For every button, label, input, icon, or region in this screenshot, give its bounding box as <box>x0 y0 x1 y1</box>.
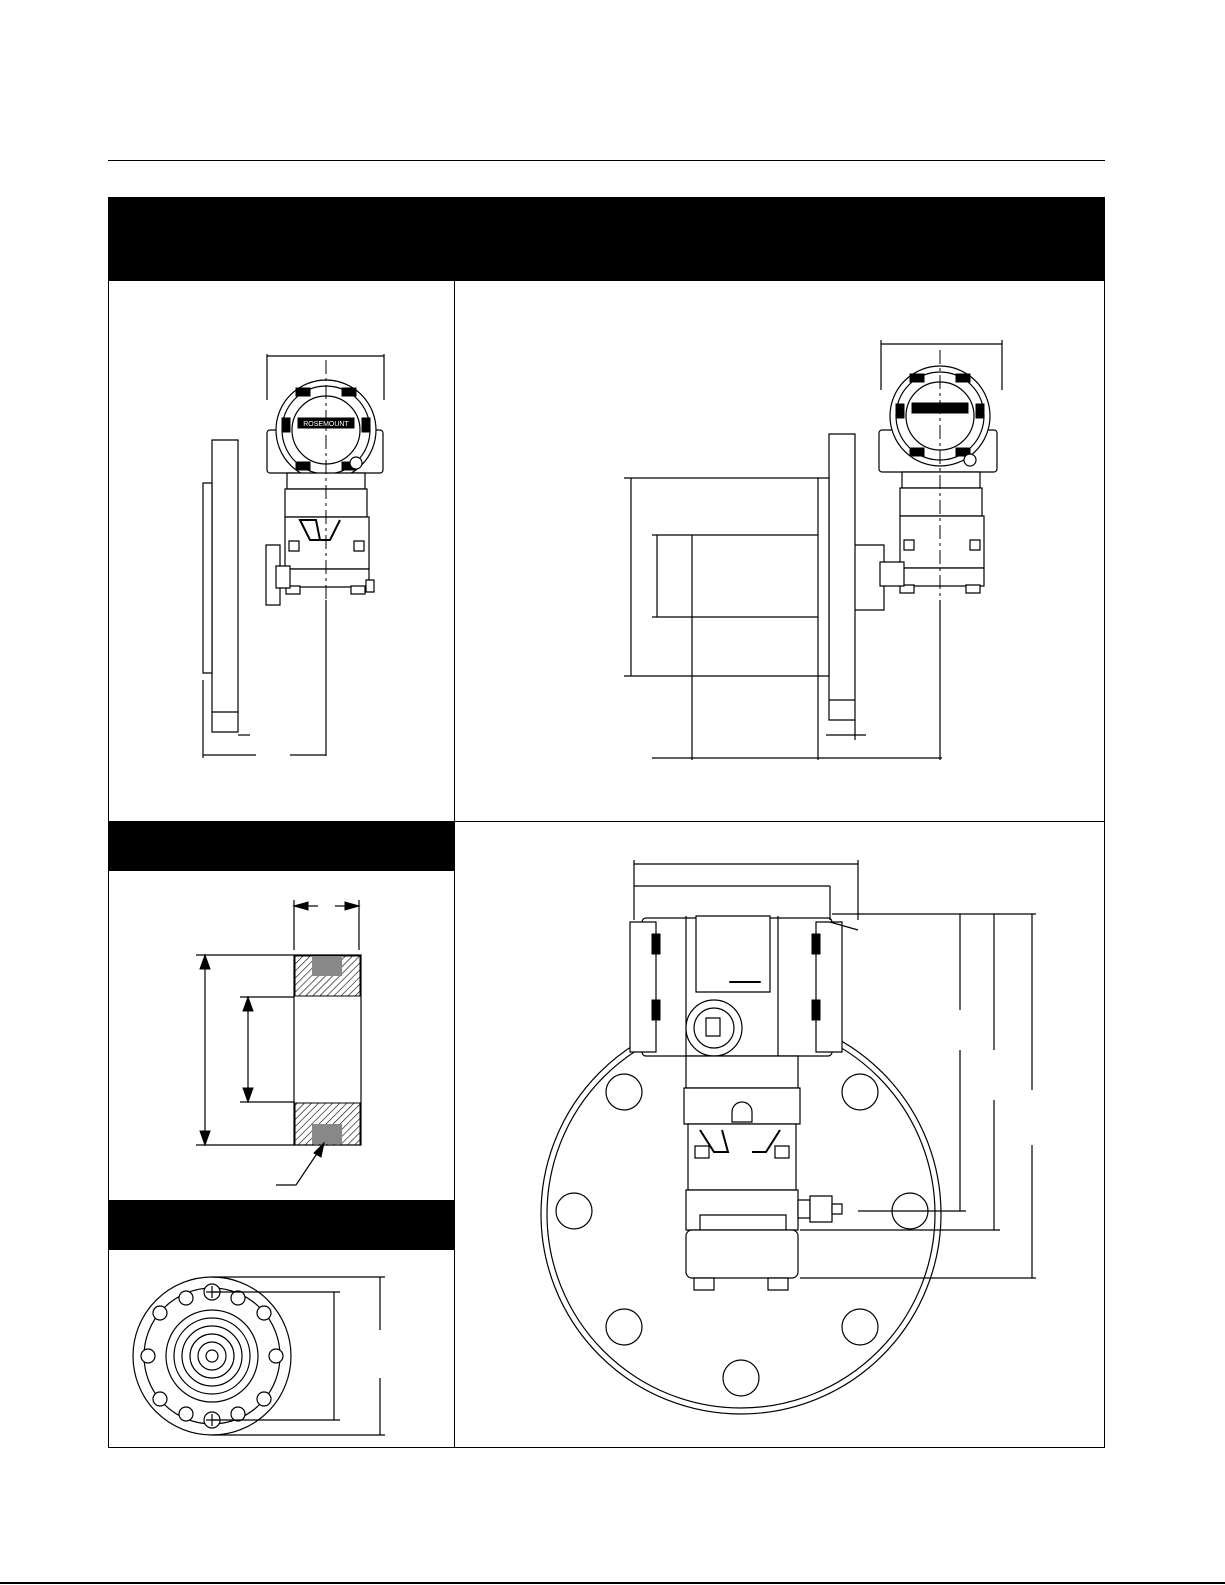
spacer-section-header <box>108 821 455 871</box>
front-view-transmitter-on-flange <box>535 855 1045 1420</box>
side-view-flush-mount <box>190 340 400 770</box>
spacer-section <box>190 895 370 1190</box>
side-view-extended-mount <box>615 330 1035 770</box>
header-rule <box>108 160 1105 161</box>
logo-text: ROSEMOUNT <box>303 421 349 428</box>
flange-face <box>130 1268 400 1440</box>
horizontal-divider <box>454 821 1105 822</box>
flange-section-header <box>108 1200 455 1250</box>
footer-rule <box>0 1582 1225 1584</box>
